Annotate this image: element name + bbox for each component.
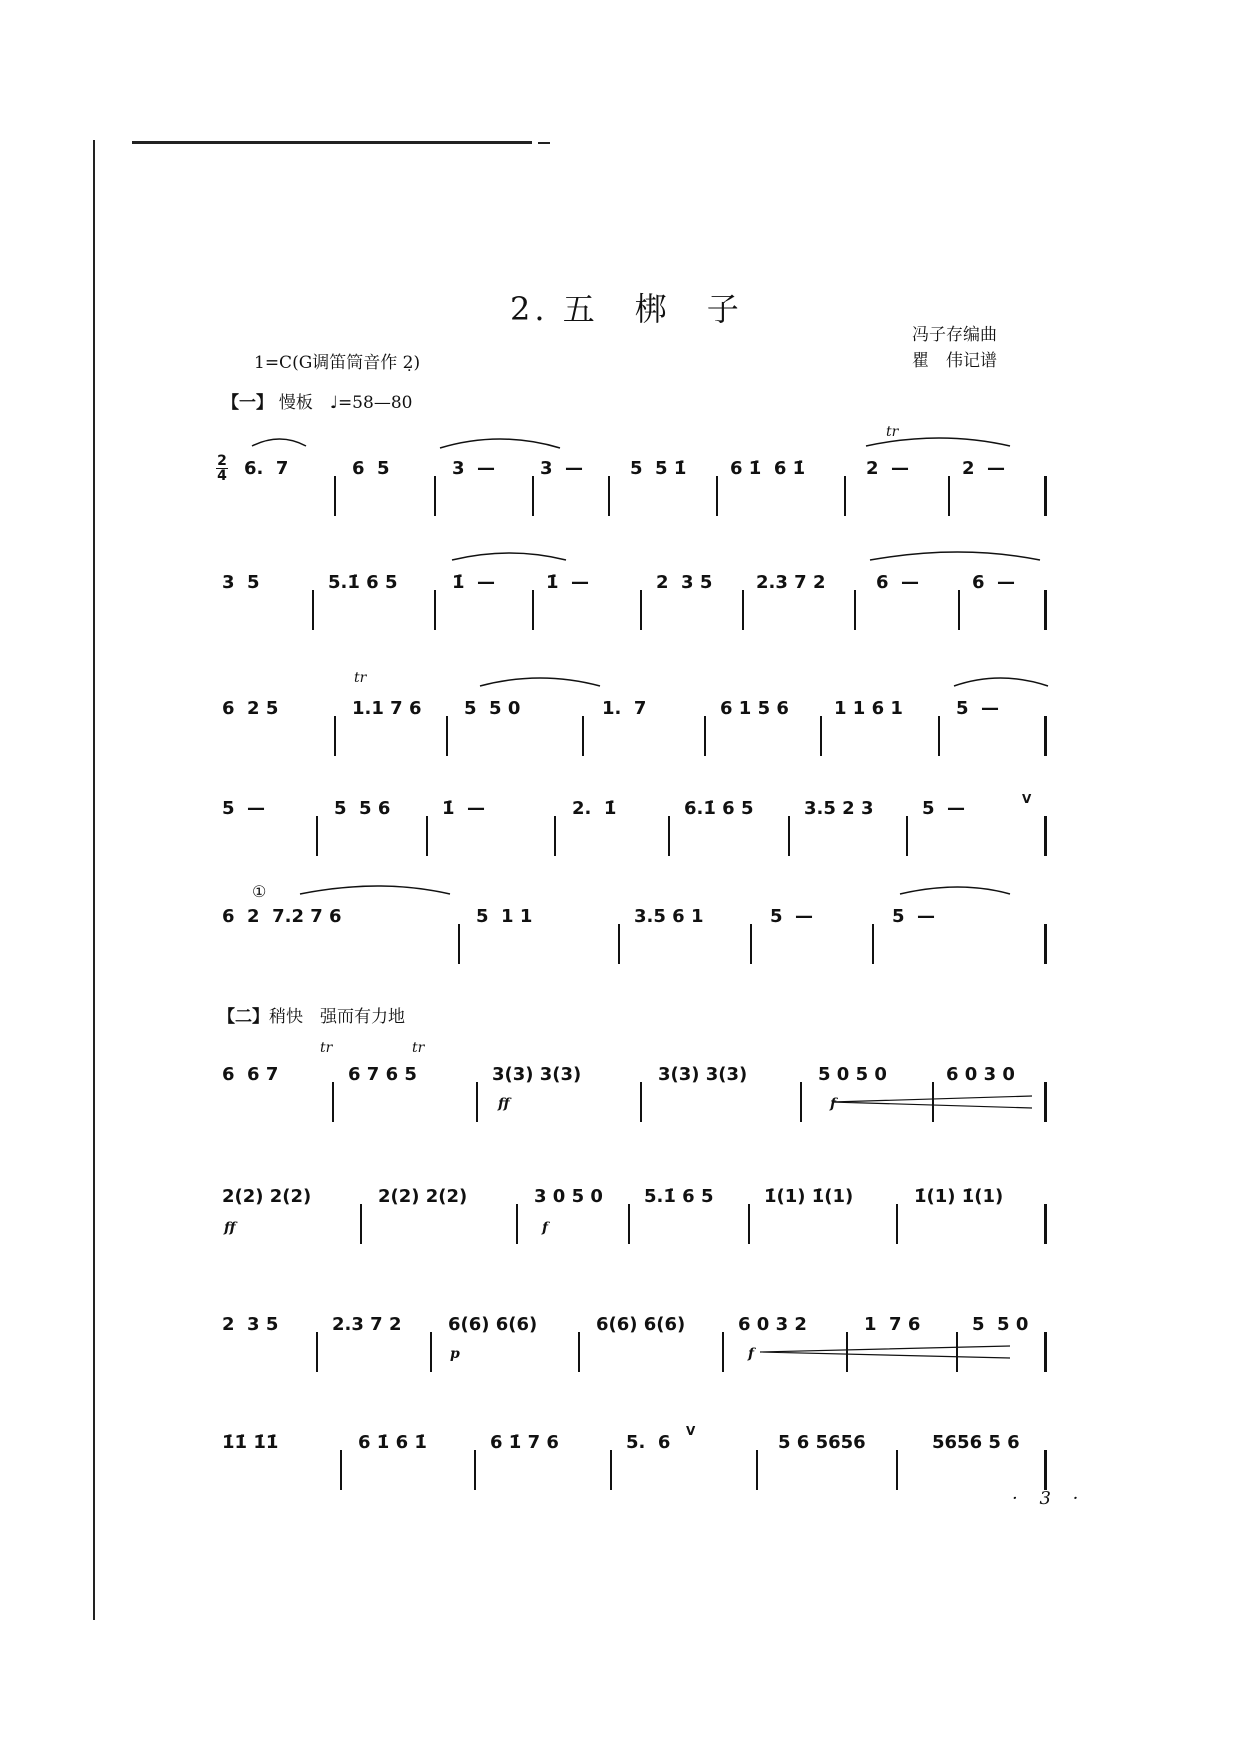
slur [252, 439, 306, 446]
bar: 5 — [222, 798, 266, 819]
bar: 6 0 3 0 [946, 1064, 1015, 1085]
bar: 6.1̇ 6 5 [684, 798, 754, 819]
breath-mark: V [686, 1424, 696, 1438]
bar: 5 6 5656 [778, 1432, 866, 1453]
section-2-marker: 【二】 [218, 1007, 269, 1027]
bar: 1̇ — [442, 798, 486, 819]
bar: 5 5 0 [464, 698, 521, 719]
bar: 1.1 7 6 [352, 698, 422, 719]
bar: 6 1̇ 6 1̇ [730, 458, 806, 479]
bar: 2.3 7 2 [756, 572, 826, 593]
bar: 1̇(1) 1̇(1) [764, 1186, 854, 1207]
bar: 3 — [540, 458, 584, 479]
slur [866, 438, 1010, 446]
bar: 3(3) 3(3) [658, 1064, 748, 1085]
composer-credit: 冯子存编曲 [912, 325, 997, 345]
dynamic-f: f [830, 1096, 837, 1112]
slur [870, 552, 1040, 560]
transcriber-credit: 瞿 伟记谱 [912, 351, 997, 371]
bar: 3 — [452, 458, 496, 479]
bar: 2 3 5 [656, 572, 713, 593]
section-1-metronome: ♩=58—80 [329, 393, 413, 413]
section-2-tempo: 稍快 强而有力地 [269, 1007, 405, 1027]
bar: 5 — [956, 698, 1000, 719]
slur [900, 887, 1010, 894]
trill-mark: tr [412, 1040, 425, 1056]
dynamic-f: f [542, 1220, 549, 1236]
bar: 6 5 [352, 458, 390, 479]
bar: 1̇(1) 1̇(1) [914, 1186, 1004, 1207]
bar: 6 1 5 6 [720, 698, 789, 719]
bar: 3 5 [222, 572, 260, 593]
bar: 5656 5 6 [932, 1432, 1020, 1453]
breath-mark: V [1022, 792, 1032, 806]
slur [480, 678, 600, 686]
bar: 5.1̇ 6 5 [644, 1186, 714, 1207]
bar: 5 1 1 [476, 906, 533, 927]
circled-one-mark: ① [252, 882, 267, 901]
bar: 3.5 2 3 [804, 798, 874, 819]
slur [300, 886, 450, 894]
slur [954, 678, 1048, 686]
bar: 6. 7 [244, 458, 289, 479]
crescendo-hairpin [832, 1096, 1032, 1108]
section-1-tempo: 慢板 [278, 393, 313, 413]
bar: 1. 7 [602, 698, 647, 719]
bar: 6 2 5 [222, 698, 279, 719]
bar: 1 7 6 [864, 1314, 921, 1335]
crescendo-hairpin [760, 1346, 1010, 1358]
bar: 6 6 7 [222, 1064, 279, 1085]
bar: 6 — [876, 572, 920, 593]
bar: 6(6) 6(6) [596, 1314, 686, 1335]
bar: 5 5 0 [972, 1314, 1029, 1335]
dynamic-p: p [450, 1346, 460, 1362]
dynamic-ff: ff [498, 1096, 510, 1112]
page-number: · 3 · [1012, 1488, 1087, 1509]
bar: 5. 6 [626, 1432, 671, 1453]
slur [452, 553, 566, 560]
bar: 2.3 7 2 [332, 1314, 402, 1335]
bar: 2. 1̇ [572, 798, 617, 819]
bar: 6 0 3 2 [738, 1314, 807, 1335]
bar: 1̇1̇ 1̇1̇ [222, 1432, 279, 1453]
bar: 1 1 6 1 [834, 698, 903, 719]
bar: 1̇ — [452, 572, 496, 593]
bar: 2 3 5 [222, 1314, 279, 1335]
key-signature: 1=C(G调笛筒音作 2̣) [254, 353, 421, 373]
bar: 3.5 6 1 [634, 906, 704, 927]
bar: 5 — [770, 906, 814, 927]
bar: 6 — [972, 572, 1016, 593]
bar: 3(3) 3(3) [492, 1064, 582, 1085]
bar: 2(2) 2(2) [222, 1186, 312, 1207]
bar: 6 1̇ 6 1̇ [358, 1432, 427, 1453]
bar: 1̇ — [546, 572, 590, 593]
bar: 5 0 5 0 [818, 1064, 887, 1085]
bar: 6 2 7.2 7 6 [222, 906, 342, 927]
bar: 2 — [866, 458, 910, 479]
dynamic-f: f [748, 1346, 755, 1362]
bar: 2 — [962, 458, 1006, 479]
bar: 6(6) 6(6) [448, 1314, 538, 1335]
bar: 5 5 6 [334, 798, 391, 819]
piece-title: 2. 五 梆 子 [510, 290, 743, 328]
bar: 5 — [892, 906, 936, 927]
trill-mark: tr [354, 670, 367, 686]
time-signature: 2 4 [217, 453, 227, 484]
bar: 3 0 5 0 [534, 1186, 603, 1207]
bar: 5.1̇ 6 5 [328, 572, 398, 593]
bar: 6 1̇ 7 6 [490, 1432, 559, 1453]
section-1-marker: 【一】 [222, 393, 273, 413]
bar: 5 5 1̇ [630, 458, 687, 479]
bar: 5 — [922, 798, 966, 819]
bar: 6 7 6 5 [348, 1064, 417, 1085]
slur [440, 439, 560, 448]
trill-mark: tr [320, 1040, 333, 1056]
trill-mark: tr [886, 424, 899, 440]
bar: 2(2) 2(2) [378, 1186, 468, 1207]
dynamic-ff: ff [224, 1220, 236, 1236]
